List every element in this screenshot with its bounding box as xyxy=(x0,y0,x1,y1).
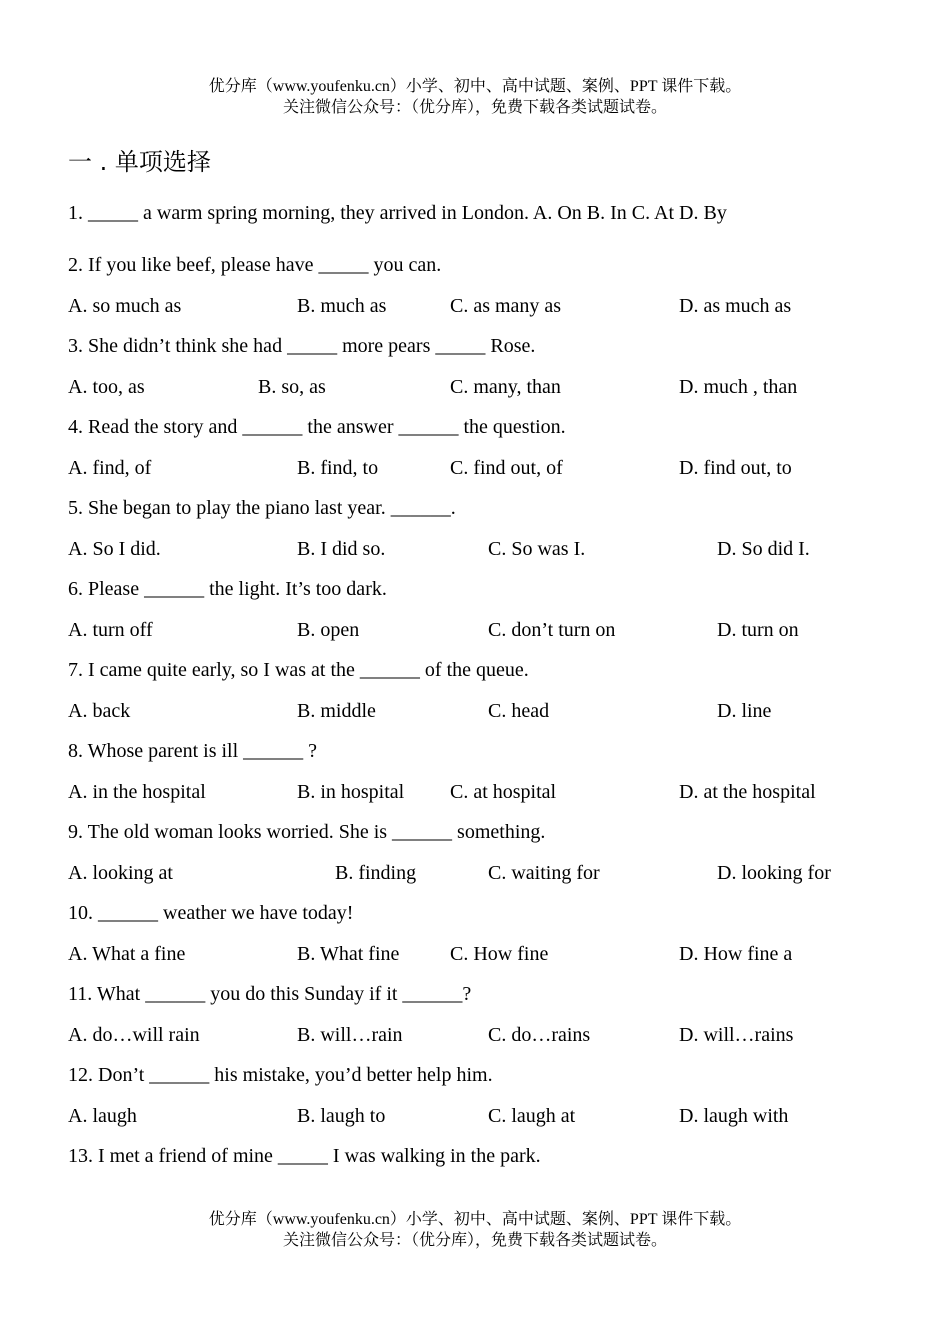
option-a: A. in the hospital xyxy=(68,781,206,803)
section-title: 一 . 单项选择 xyxy=(68,148,211,176)
question-5: 5. She began to play the piano last year. ______. xyxy=(68,497,456,519)
option-d: D. find out, to xyxy=(679,457,792,479)
question-9: 9. The old woman looks worried. She is ______ something. xyxy=(68,821,546,843)
option-c: C. How fine xyxy=(450,943,549,965)
option-d: D. How fine a xyxy=(679,943,793,965)
option-c: C. at hospital xyxy=(450,781,557,803)
option-a: A. so much as xyxy=(68,295,182,317)
question-13: 13. I met a friend of mine _____ I was walking in the park. xyxy=(68,1145,541,1167)
option-d: D. at the hospital xyxy=(679,781,816,803)
option-a: A. back xyxy=(68,700,131,722)
option-a: A. do…will rain xyxy=(68,1024,200,1046)
question-3: 3. She didn’t think she had _____ more pears _____ Rose. xyxy=(68,335,536,357)
footer-line-1: 优分库（www.youfenku.cn）小学、初中、高中试题、案例、PPT 课件下载。 xyxy=(208,1211,742,1228)
question-2: 2. If you like beef, please have _____ you can. xyxy=(68,254,442,276)
question-7: 7. I came quite early, so I was at the ______ of the queue. xyxy=(68,659,529,681)
option-b: B. I did so. xyxy=(297,538,386,560)
option-c: C. head xyxy=(488,700,550,722)
option-b: B. middle xyxy=(297,700,376,722)
footer-line-2: 关注微信公众号：（优分库），免费下载各类试题试卷。 xyxy=(282,1232,667,1249)
page-header xyxy=(0,76,950,118)
option-b: B. much as xyxy=(297,295,387,317)
option-d: D. turn on xyxy=(717,619,799,641)
option-c: C. laugh at xyxy=(488,1105,576,1127)
option-c: C. find out, of xyxy=(450,457,563,479)
option-b: B. laugh to xyxy=(297,1105,386,1127)
option-a: A. turn off xyxy=(68,619,153,641)
option-d: D. line xyxy=(717,700,772,722)
option-c: C. do…rains xyxy=(488,1024,591,1046)
option-c: C. waiting for xyxy=(488,862,600,884)
option-a: A. too, as xyxy=(68,376,145,398)
question-1: 1. _____ a warm spring morning, they arrived in London. A. On B. In C. At D. By xyxy=(68,202,727,224)
option-d: D. as much as xyxy=(679,295,792,317)
option-c: C. So was I. xyxy=(488,538,586,560)
option-b: B. so, as xyxy=(258,376,326,398)
option-d: D. much , than xyxy=(679,376,798,398)
question-11: 11. What ______ you do this Sunday if it ______? xyxy=(68,983,472,1005)
option-b: B. find, to xyxy=(297,457,379,479)
option-a: A. laugh xyxy=(68,1105,137,1127)
question-12: 12. Don’t ______ his mistake, you’d better help him. xyxy=(68,1064,493,1086)
option-a: A. looking at xyxy=(68,862,173,884)
option-b: B. finding xyxy=(335,862,417,884)
option-c: C. as many as xyxy=(450,295,562,317)
header-line-2: 关注微信公众号：（优分库），免费下载各类试题试卷。 xyxy=(282,99,667,116)
option-a: A. What a fine xyxy=(68,943,186,965)
option-a: A. So I did. xyxy=(68,538,161,560)
option-a: A. find, of xyxy=(68,457,152,479)
question-6: 6. Please ______ the light. It’s too dark. xyxy=(68,578,387,600)
question-10: 10. ______ weather we have today! xyxy=(68,902,354,924)
option-d: D. laugh with xyxy=(679,1105,789,1127)
option-c: C. don’t turn on xyxy=(488,619,616,641)
option-b: B. What fine xyxy=(297,943,400,965)
option-b: B. will…rain xyxy=(297,1024,403,1046)
option-b: B. in hospital xyxy=(297,781,405,803)
option-d: D. So did I. xyxy=(717,538,810,560)
option-b: B. open xyxy=(297,619,360,641)
header-line-1: 优分库（www.youfenku.cn）小学、初中、高中试题、案例、PPT 课件下载。 xyxy=(208,78,742,95)
option-d: D. will…rains xyxy=(679,1024,794,1046)
option-d: D. looking for xyxy=(717,862,831,884)
question-8: 8. Whose parent is ill ______ ? xyxy=(68,740,318,762)
page-footer xyxy=(0,1209,950,1251)
question-4: 4. Read the story and ______ the answer ______ the question. xyxy=(68,416,566,438)
option-c: C. many, than xyxy=(450,376,561,398)
